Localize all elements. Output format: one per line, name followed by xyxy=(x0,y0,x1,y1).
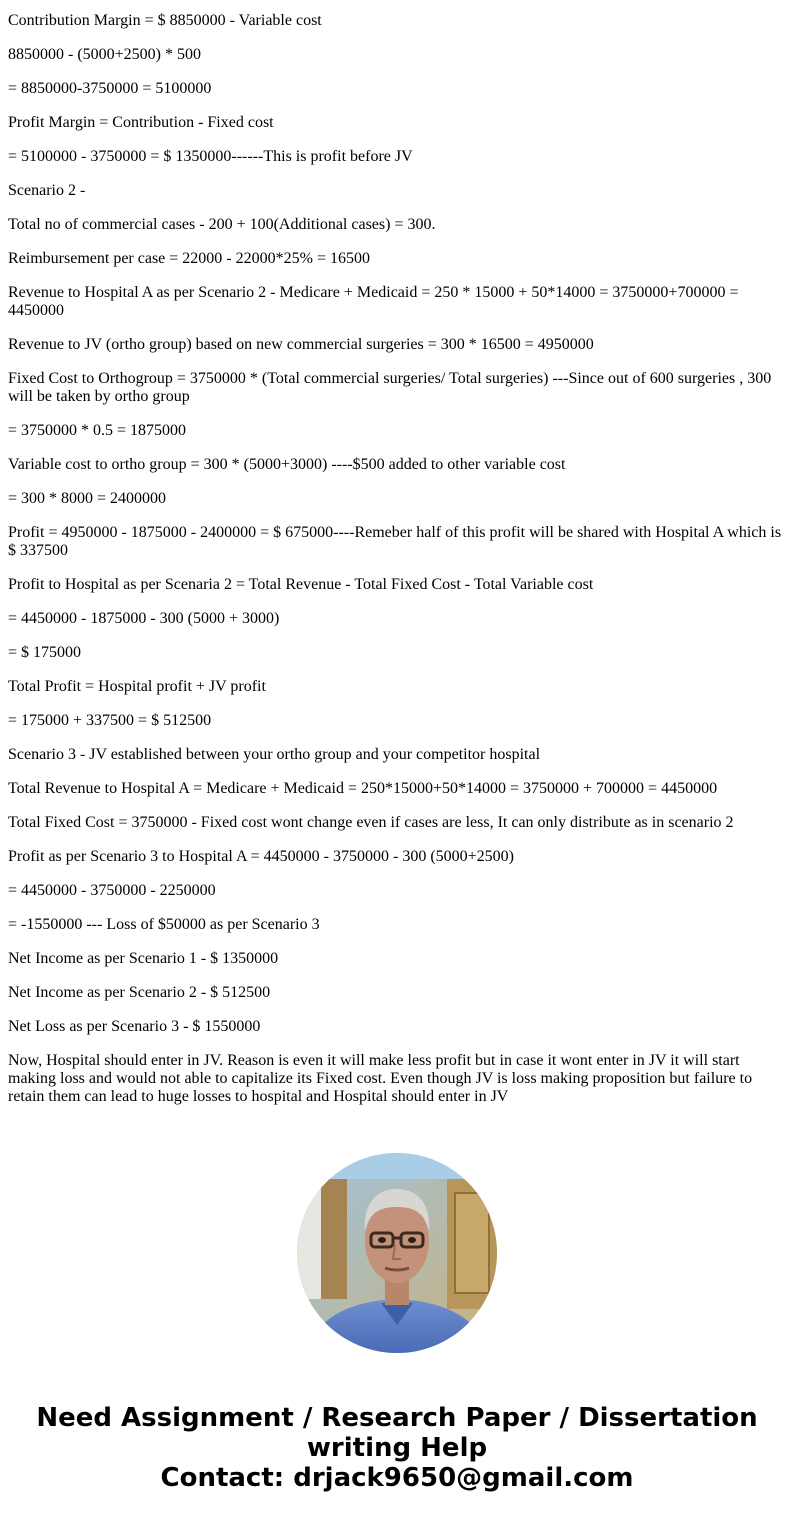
paragraph: Scenario 3 - JV established between your ortho group and your competitor hospital xyxy=(8,746,541,763)
paragraph: = 4450000 - 1875000 - 300 (5000 + 3000) xyxy=(8,610,280,627)
paragraph: Profit to Hospital as per Scenaria 2 = Total Revenue - Total Fixed Cost - Total Variable cost xyxy=(8,576,594,593)
paragraph: = 3750000 * 0.5 = 1875000 xyxy=(8,422,187,439)
paragraph: = -1550000 --- Loss of $50000 as per Scenario 3 xyxy=(8,916,320,933)
help-banner-line: Need Assignment / Research Paper / Dissertation xyxy=(36,1403,758,1433)
paragraph: Profit as per Scenario 3 to Hospital A = 4450000 - 3750000 - 300 (5000+2500) xyxy=(8,848,514,865)
help-banner xyxy=(0,1403,794,1493)
paragraph: Variable cost to ortho group = 300 * (5000+3000) ----$500 added to other variable cost xyxy=(8,456,566,473)
tutor-avatar xyxy=(297,1153,497,1353)
paragraph: Net Income as per Scenario 2 - $ 512500 xyxy=(8,984,271,1001)
paragraph: = $ 175000 xyxy=(8,644,82,661)
paragraph: Revenue to Hospital A as per Scenario 2 - Medicare + Medicaid = 250 * 15000 + 50*14000 = 3750000+700000 = 4450000 xyxy=(8,284,739,319)
paragraph: = 8850000-3750000 = 5100000 xyxy=(8,80,212,97)
paragraph: Net Income as per Scenario 1 - $ 1350000 xyxy=(8,950,279,967)
paragraph: Total no of commercial cases - 200 + 100(Additional cases) = 300. xyxy=(8,216,436,233)
paragraph: Profit Margin = Contribution - Fixed cost xyxy=(8,114,274,131)
paragraph: = 300 * 8000 = 2400000 xyxy=(8,490,167,507)
paragraph: = 4450000 - 3750000 - 2250000 xyxy=(8,882,216,899)
paragraph: Now, Hospital should enter in JV. Reason is even it will make less profit but in case it wont enter in JV it will start making loss and would not able to capitalize its Fixed cost. Even though JV is loss making proposition but failure to retain them can lead to huge losses to hospital and Hospital should enter in JV xyxy=(8,1052,753,1105)
paragraph: Reimbursement per case = 22000 - 22000*25% = 16500 xyxy=(8,250,370,267)
paragraph: 8850000 - (5000+2500) * 500 xyxy=(8,46,202,63)
paragraph: = 175000 + 337500 = $ 512500 xyxy=(8,712,212,729)
paragraph: Fixed Cost to Orthogroup = 3750000 * (Total commercial surgeries/ Total surgeries) ---Since out of 600 surgeries , 300 will be taken by ortho group xyxy=(8,370,772,405)
paragraph: Total Profit = Hospital profit + JV profit xyxy=(8,678,266,695)
paragraph: = 5100000 - 3750000 = $ 1350000------This is profit before JV xyxy=(8,148,413,165)
paragraph: Total Fixed Cost = 3750000 - Fixed cost wont change even if cases are less, It can only distribute as in scenario 2 xyxy=(8,814,734,831)
help-banner-line: writing Help xyxy=(306,1433,488,1463)
tutor-photo xyxy=(297,1153,497,1353)
paragraph: Scenario 2 - xyxy=(8,182,86,199)
paragraph: Contribution Margin = $ 8850000 - Variable cost xyxy=(8,12,322,29)
paragraph: Total Revenue to Hospital A = Medicare + Medicaid = 250*15000+50*14000 = 3750000 + 700000 = 4450000 xyxy=(8,780,718,797)
paragraph: Profit = 4950000 - 1875000 - 2400000 = $ 675000----Remeber half of this profit will be shared with Hospital A which is $ 337500 xyxy=(8,524,782,559)
paragraph: Net Loss as per Scenario 3 - $ 1550000 xyxy=(8,1018,261,1035)
paragraph: Revenue to JV (ortho group) based on new commercial surgeries = 300 * 16500 = 4950000 xyxy=(8,336,594,353)
solution-text xyxy=(8,12,786,1122)
contact-line: Contact: drjack9650@gmail.com xyxy=(160,1463,634,1493)
